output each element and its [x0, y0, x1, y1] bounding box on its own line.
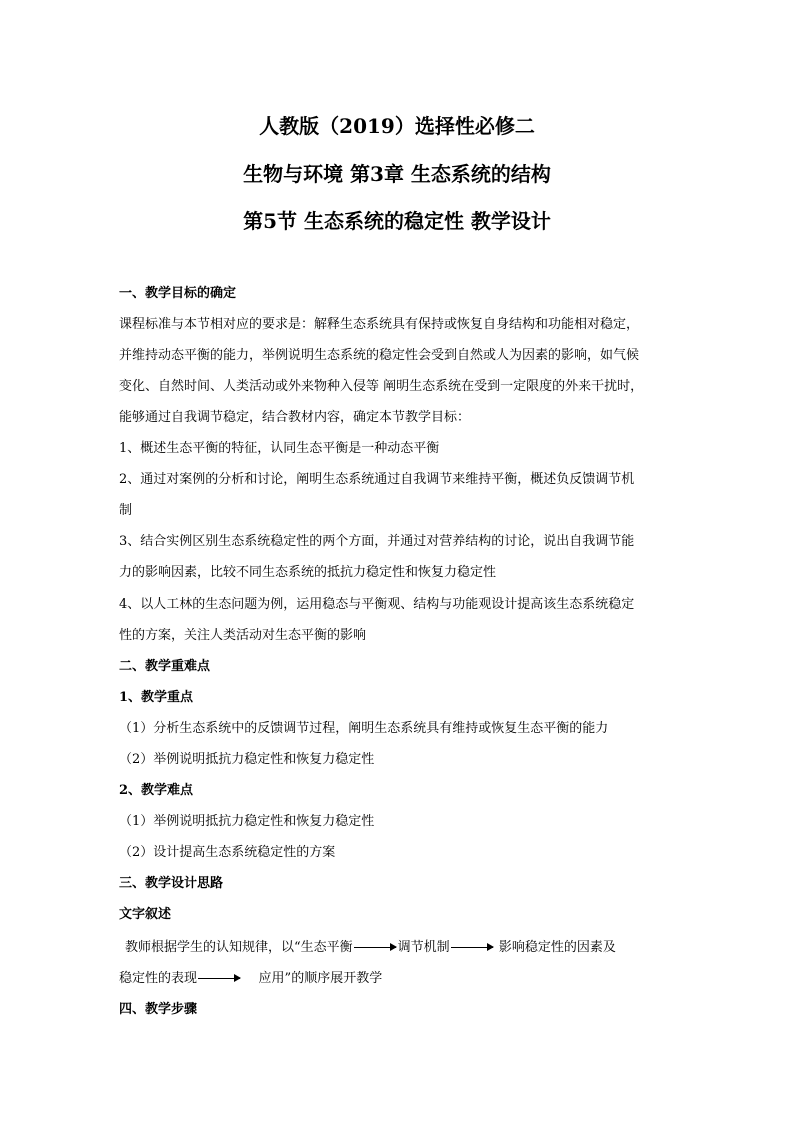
- section-3-heading: 三、教学设计思路: [119, 876, 224, 891]
- flow-line-1: [119, 939, 700, 957]
- goal-item-2: 2、通过对案例的分析和讨论，阐明生态系统通过自我调节来维持平衡，概述负反馈调节机: [119, 472, 635, 487]
- goal-item-4: 4、以人工林的生态问题为例，运用稳态与平衡观、结构与功能观设计提高该生态系统稳定: [119, 597, 635, 612]
- goal-item-4-cont: 性的方案，关注人类活动对生态平衡的影响: [119, 628, 367, 643]
- title-line-2: 生物与环境 第3章 生态系统的结构: [243, 162, 551, 186]
- title-line-1: 人教版（2019）选择性必修二: [259, 114, 535, 138]
- flow-step-4: 应用”的顺序展开教学: [258, 971, 383, 986]
- key-points-heading: 1、教学重点: [119, 690, 194, 705]
- difficulty-item: （1）举例说明抵抗力稳定性和恢复力稳定性: [119, 814, 375, 829]
- difficulties-heading: 2、教学难点: [119, 783, 194, 798]
- paragraph-line: 课程标准与本节相对应的要求是：解释生态系统具有保持或恢复自身结构和功能相对稳定，: [119, 317, 640, 332]
- flow-step-2: 调节机制: [397, 940, 450, 955]
- goal-item-3-cont: 力的影响因素，比较不同生态系统的抵抗力稳定性和恢复力稳定性: [119, 565, 497, 580]
- key-point-item: （1）分析生态系统中的反馈调节过程，阐明生态系统具有维持或恢复生态平衡的能力: [119, 721, 609, 736]
- goal-item-2-cont: 制: [119, 503, 133, 518]
- flow-line-2: [119, 970, 694, 988]
- section-4-heading: 四、教学步骤: [119, 1002, 198, 1017]
- arrow-right-icon: [198, 978, 240, 979]
- goal-item-1: 1、概述生态平衡的特征，认同生态平衡是一种动态平衡: [119, 441, 440, 456]
- paragraph-line: 并维持动态平衡的能力，举例说明生态系统的稳定性会受到自然或人为因素的影响，如气候: [119, 348, 640, 363]
- section-2-heading: 二、教学重难点: [119, 659, 211, 674]
- title-line-3: 第5节 生态系统的稳定性 教学设计: [243, 209, 551, 233]
- key-point-item: （2）举例说明抵抗力稳定性和恢复力稳定性: [119, 752, 375, 767]
- flow-step-3b: 稳定性的表现: [119, 971, 198, 986]
- narrative-heading: 文字叙述: [119, 907, 172, 922]
- section-1-heading: 一、教学目标的确定: [119, 286, 237, 301]
- arrow-right-icon: [354, 947, 396, 948]
- arrow-right-icon: [451, 947, 493, 948]
- paragraph-line: 变化、自然时间、人类活动或外来物种入侵等 阐明生态系统在受到一定限度的外来干扰时，: [119, 379, 644, 394]
- difficulty-item: （2）设计提高生态系统稳定性的方案: [119, 845, 336, 860]
- flow-intro: 教师根据学生的认知规律，以“生态平衡: [125, 940, 353, 955]
- flow-step-3: 影响稳定性的因素及: [498, 940, 616, 955]
- paragraph-line: 能够通过自我调节稳定，结合教材内容，确定本节教学目标：: [119, 410, 471, 425]
- goal-item-3: 3、结合实例区别生态系统稳定性的两个方面，并通过对营养结构的讨论，说出自我调节能: [119, 534, 635, 549]
